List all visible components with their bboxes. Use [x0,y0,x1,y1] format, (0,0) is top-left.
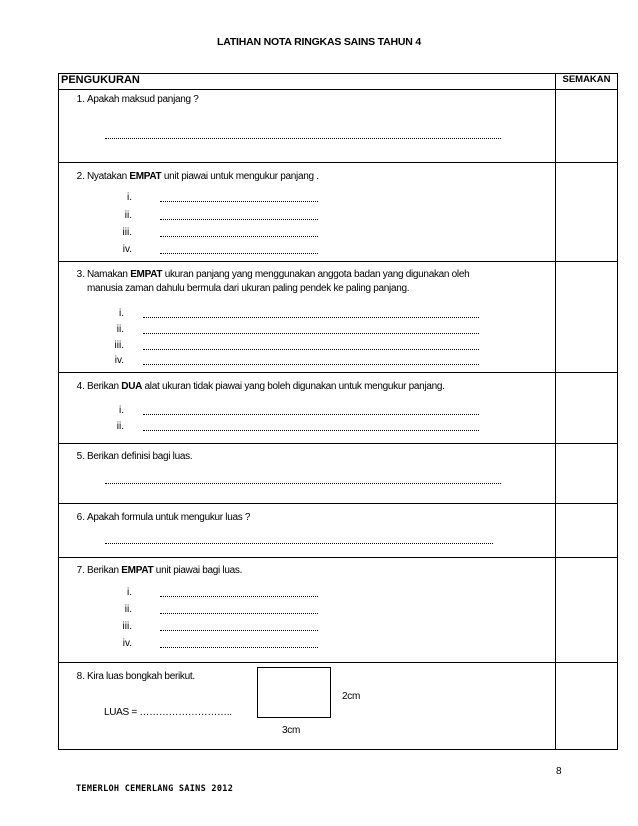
answer-line[interactable] [143,429,479,431]
question-text: Kira luas bongkah berikut. [87,671,195,682]
question-text: Namakan EMPAT ukuran panjang yang menggunakan anggota badan yang digunakan oleh [87,269,470,280]
answer-line[interactable] [105,482,501,484]
check-cell[interactable] [556,262,618,373]
answer-line[interactable] [143,332,479,334]
check-cell[interactable] [556,504,618,558]
answer-line[interactable] [105,137,501,139]
answer-line[interactable] [160,646,318,648]
question-text: Berikan definisi bagi luas. [87,451,193,462]
answer-line[interactable] [160,218,318,220]
answer-line[interactable] [160,629,318,631]
check-header: SEMAKAN [556,74,618,90]
check-cell[interactable] [556,373,618,444]
luas-answer[interactable]: LUAS = ……………………….. [104,707,232,718]
section-header: PENGUKURAN [59,74,556,90]
check-cell[interactable] [556,444,618,504]
answer-line[interactable] [143,413,479,415]
check-cell[interactable] [556,558,618,663]
worksheet-table: PENGUKURAN SEMAKAN 1. Apakah maksud panjang ? 2. Nyatakan EMPAT unit piawai untuk mengukur panjang . i. ii. iii. iv. 3. Namakan EMPAT ukuran panjang yang menggunakan anggota badan yang digunakan oleh manusia zaman dahulu bermula dari ukuran paling pendek ke paling panjang. i. ii. iii. iv. 4. Berikan DUA alat ukuran tidak piawai yang boleh digunakan untuk mengukur panjang. i. ii. 5. Berikan definisi bagi luas. 6. Apakah formula untuk mengukur luas ? 7. Berikan EMPAT unit piawai bagi luas. i. ii. iii. iv. 8. Kira luas bongkah berikut. LUAS = ……………………….. 2cm 3cm [58,73,618,750]
answer-line[interactable] [105,542,493,544]
footer-text: TEMERLOH CEMERLANG SAINS 2012 [76,784,234,794]
question-text: Apakah maksud panjang ? [87,94,199,105]
page-number: 8 [556,766,562,777]
check-cell[interactable] [556,163,618,262]
answer-line[interactable] [143,348,479,350]
answer-line[interactable] [143,316,479,318]
answer-line[interactable] [160,612,318,614]
check-cell[interactable] [556,90,618,163]
page-title: LATIHAN NOTA RINGKAS SAINS TAHUN 4 [217,36,421,48]
height-label: 2cm [342,691,360,702]
question-text: Berikan EMPAT unit piawai bagi luas. [87,565,243,576]
question-text: Nyatakan EMPAT unit piawai untuk mengukur panjang . [87,171,319,182]
answer-line[interactable] [160,235,318,237]
question-text: Berikan DUA alat ukuran tidak piawai yang boleh digunakan untuk mengukur panjang. [87,381,445,392]
check-cell[interactable] [556,663,618,750]
answer-line[interactable] [160,252,318,254]
question-text: Apakah formula untuk mengukur luas ? [87,512,251,523]
answer-line[interactable] [143,363,479,365]
answer-line[interactable] [160,200,318,202]
width-label: 3cm [282,725,300,736]
rectangle-shape [257,667,331,718]
answer-line[interactable] [160,595,318,597]
